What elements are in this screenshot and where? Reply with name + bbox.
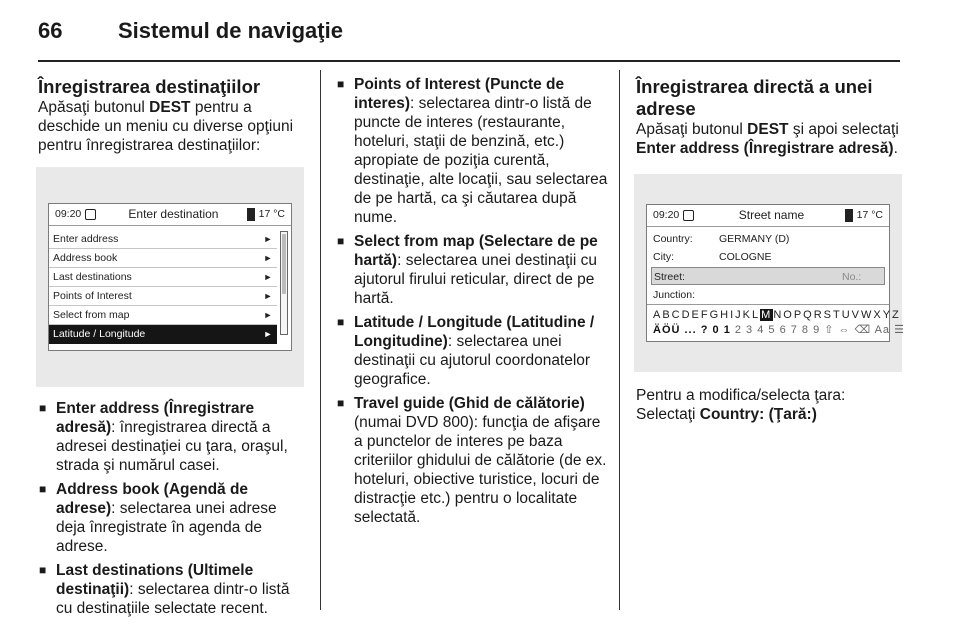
house-number-label: No.: bbox=[842, 271, 862, 283]
option-name: Enter address (Înregistrare adresă) bbox=[56, 400, 255, 436]
column-middle bbox=[336, 75, 608, 532]
instruction-keyword: Country: (Ţară:) bbox=[699, 406, 817, 423]
street-field[interactable] bbox=[651, 267, 885, 285]
screenshot-enter-destination bbox=[36, 167, 304, 387]
junction-field[interactable] bbox=[647, 286, 889, 304]
option-name: Address book (Agendă de adrese) bbox=[56, 481, 249, 517]
option-name: Travel guide (Ghid de călătorie) bbox=[354, 395, 585, 412]
menu-item-label: Last destinations bbox=[53, 271, 132, 283]
city-field[interactable] bbox=[647, 248, 889, 266]
clock-icon bbox=[683, 210, 694, 221]
menu-item-points-of-interest[interactable] bbox=[49, 287, 277, 306]
keyboard-keys[interactable]: ÄÖÜ ... ? 0 bbox=[653, 324, 724, 336]
screen-time: 09:20 bbox=[55, 208, 82, 220]
menu-item-label: Address book bbox=[53, 252, 118, 264]
screenshot-street-name bbox=[634, 174, 905, 372]
intro-keyword: DEST bbox=[149, 99, 191, 116]
speller-keyboard bbox=[647, 304, 905, 341]
intro-text: Apăsaţi butonul bbox=[38, 99, 150, 116]
scrollbar-thumb[interactable] bbox=[282, 234, 286, 294]
column-divider bbox=[320, 70, 321, 610]
scrollbar[interactable] bbox=[280, 231, 288, 335]
intro-paragraph bbox=[636, 120, 902, 158]
column-right bbox=[636, 76, 905, 424]
page-header: Sistemul de navigaţie bbox=[118, 18, 343, 43]
chevron-right-icon: ► bbox=[263, 234, 273, 244]
keyboard-letters[interactable] bbox=[653, 308, 901, 323]
chevron-right-icon: ► bbox=[263, 272, 273, 282]
keyboard-keys[interactable]: 1 bbox=[723, 324, 731, 336]
section-heading: Înregistrarea destinaţiilor bbox=[38, 76, 261, 97]
menu-item-label: Enter address bbox=[53, 233, 119, 245]
intro-text: . bbox=[893, 140, 898, 157]
keyboard-keys[interactable]: ABCDEFGHIJKL bbox=[653, 309, 761, 321]
instruction-paragraph bbox=[636, 386, 902, 424]
option-list bbox=[38, 399, 308, 618]
field-label: Street: bbox=[654, 271, 685, 283]
chevron-right-icon: ► bbox=[263, 310, 273, 320]
intro-text: Apăsaţi butonul bbox=[636, 121, 748, 138]
field-label: City: bbox=[653, 251, 674, 263]
option-name: Latitude / Longitude (Latitudine / Longitudine) bbox=[354, 314, 595, 350]
option-description: (numai DVD 800): funcţia de afişare a punctelor de interes pe baza criteriilor ghidului de călătorie (de ex. hoteluri, obiective turistice, locuri de distracţie etc.) pentru o localitate selectată. bbox=[354, 414, 607, 526]
field-label: Junction: bbox=[653, 289, 696, 301]
column-divider bbox=[619, 70, 620, 610]
list-item bbox=[38, 480, 308, 556]
list-item bbox=[336, 313, 608, 389]
menu-item-select-from-map[interactable] bbox=[49, 306, 277, 325]
menu-item-enter-address[interactable] bbox=[49, 230, 277, 249]
phone-icon bbox=[247, 208, 255, 221]
chevron-right-icon: ► bbox=[263, 329, 273, 339]
option-name: Points of Interest (Puncte de interes) bbox=[354, 76, 565, 112]
menu-item-address-book[interactable] bbox=[49, 249, 277, 268]
menu-item-last-destinations[interactable] bbox=[49, 268, 277, 287]
keyboard-key-selected[interactable]: M bbox=[761, 309, 773, 321]
intro-text: şi apoi selectaţi bbox=[788, 121, 899, 138]
field-label: Country: bbox=[653, 233, 693, 245]
list-item bbox=[38, 561, 308, 618]
list-item bbox=[336, 394, 608, 527]
display-screen bbox=[646, 204, 905, 342]
screen-header bbox=[647, 205, 889, 227]
option-name: Last destinations (Ultimele destinaţii) bbox=[56, 562, 254, 598]
screen-temperature: 17 °C bbox=[258, 208, 285, 220]
menu-item-label: Select from map bbox=[53, 309, 130, 321]
list-item bbox=[336, 75, 608, 227]
field-value: GERMANY (D) bbox=[719, 233, 790, 245]
keyboard-keys[interactable]: 2 3 4 5 6 7 8 9 ⇧ ⇔ ⌫ Aa ☰ bbox=[730, 324, 905, 336]
screen-title: Enter destination bbox=[128, 207, 219, 221]
country-field[interactable] bbox=[647, 230, 889, 248]
option-name: Select from map (Selectare de pe hartă) bbox=[354, 233, 598, 269]
menu-item-latitude-longitude[interactable] bbox=[49, 325, 277, 344]
option-description: : selectarea unei adrese deja înregistrate în agenda de adrese. bbox=[56, 500, 277, 555]
clock-icon bbox=[85, 209, 96, 220]
display-screen bbox=[48, 203, 292, 351]
keyboard-digits[interactable] bbox=[653, 323, 905, 338]
page-number: 66 bbox=[38, 18, 63, 43]
intro-text: pentru a deschide un meniu cu diverse opţiuni pentru înregistrarea destinaţiilor: bbox=[38, 99, 294, 154]
screen-header bbox=[49, 204, 291, 226]
option-description: : selectarea dintr-o listă cu destinaţiile selectate recent. bbox=[56, 581, 290, 617]
list-item bbox=[336, 232, 608, 308]
intro-keyword: DEST bbox=[747, 121, 789, 138]
instruction-text: Pentru a modifica/selecta ţara: Selectaţi bbox=[636, 387, 846, 423]
screen-time: 09:20 bbox=[653, 209, 680, 221]
section-heading: Înregistrarea directă a unei adrese bbox=[636, 76, 873, 119]
keyboard-keys[interactable]: NOPQRSTUVWXYZ bbox=[773, 309, 901, 321]
intro-paragraph bbox=[38, 98, 308, 155]
menu-item-label: Points of Interest bbox=[53, 290, 132, 302]
chevron-right-icon: ► bbox=[263, 291, 273, 301]
chevron-right-icon: ► bbox=[263, 253, 273, 263]
column-left bbox=[38, 76, 308, 623]
list-item bbox=[38, 399, 308, 475]
field-value: COLOGNE bbox=[719, 251, 772, 263]
header-rule bbox=[38, 60, 900, 62]
option-list bbox=[336, 75, 608, 527]
intro-keyword: Enter address (Înregistrare adresă) bbox=[636, 140, 894, 157]
option-description: : înregistrarea directă a adresei destinaţiei cu ţara, oraşul, strada şi numărul casei. bbox=[56, 419, 288, 474]
screen-temperature: 17 °C bbox=[856, 209, 883, 221]
option-description: : selectarea dintr-o listă de puncte de interes (restaurante, hoteluri, staţii de benzină, etc.) apropiate de poziţia curentă, destinaţie, alte locaţii, sau selectarea de pe hartă, ca şi căutarea după nume. bbox=[354, 95, 608, 226]
screen-title: Street name bbox=[738, 208, 805, 222]
phone-icon bbox=[845, 209, 853, 222]
menu-item-label: Latitude / Longitude bbox=[53, 328, 146, 340]
option-description: : selectarea unei destinaţii cu ajutorul coordonatelor geografice. bbox=[354, 333, 591, 388]
option-description: : selectarea unei destinaţii cu ajutorul firului reticular, direct de pe hartă. bbox=[354, 252, 597, 307]
